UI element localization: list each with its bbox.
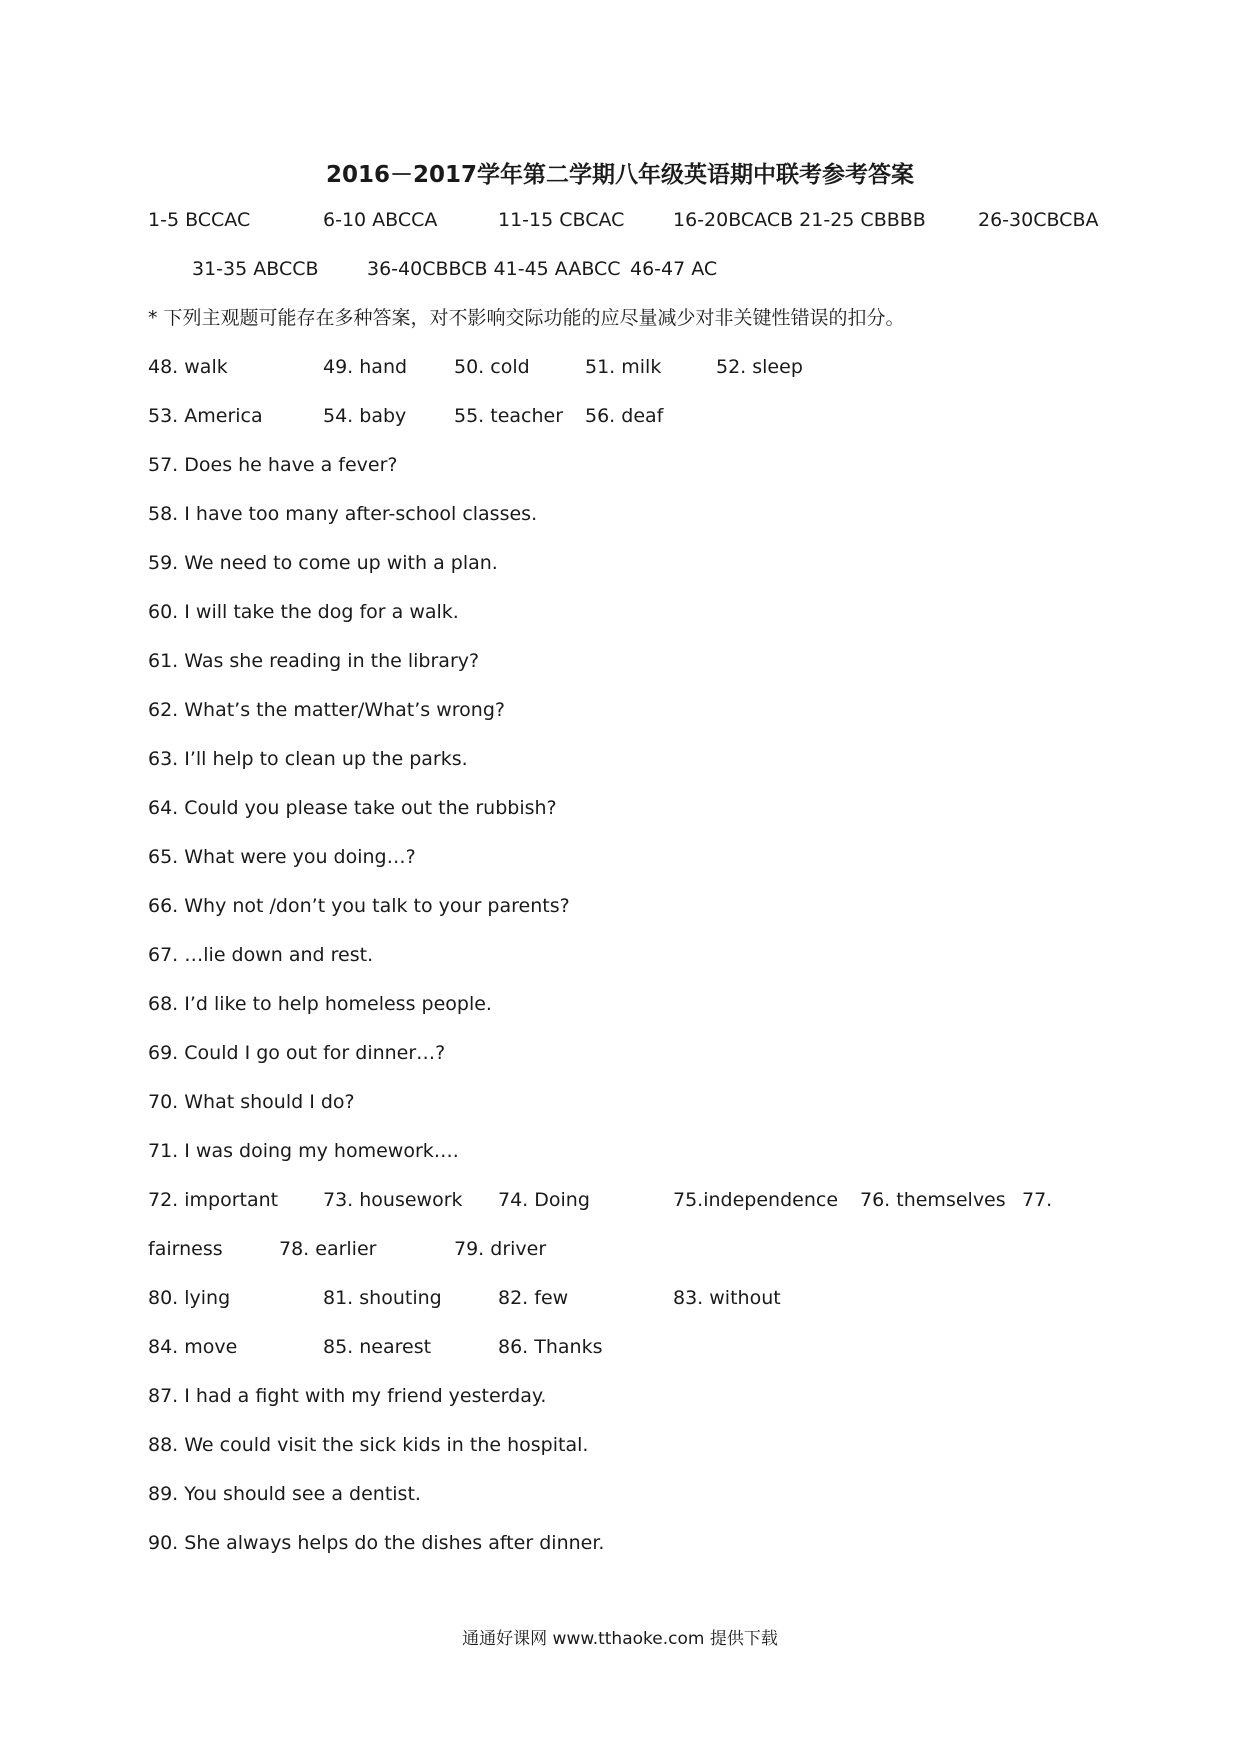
answer-sentence: 69. Could I go out for dinner…? xyxy=(148,1042,446,1064)
answer-sentence: 61. Was she reading in the library? xyxy=(148,650,480,672)
page-footer: 通通好课网 www.tthaoke.com 提供下载 xyxy=(462,1629,778,1649)
mc-answer: 31-35 ABCCB xyxy=(192,258,319,280)
answer-sentence: 67. …lie down and rest. xyxy=(148,944,374,966)
answer-sentence: 88. We could visit the sick kids in the hospital. xyxy=(148,1434,589,1456)
answer-item: 76. themselves xyxy=(860,1189,1006,1211)
answer-item: 80. lying xyxy=(148,1287,231,1309)
answer-sentence: 87. I had a fight with my friend yesterday. xyxy=(148,1385,547,1407)
answer-item: 75.independence xyxy=(673,1189,839,1211)
scoring-note: * 下列主观题可能存在多种答案，对不影响交际功能的应尽量减少对非关键性错误的扣分。 xyxy=(148,307,905,329)
answer-item: 77. xyxy=(1022,1189,1053,1211)
page-title: 2016－2017学年第二学期八年级英语期中联考参考答案 xyxy=(325,162,915,188)
answer-item: 51. milk xyxy=(585,356,662,378)
mc-answer: 46-47 AC xyxy=(630,258,718,280)
answer-item: 49. hand xyxy=(323,356,408,378)
answer-sentence: 70. What should I do? xyxy=(148,1091,355,1113)
answer-item: 81. shouting xyxy=(323,1287,442,1309)
answer-item: 56. deaf xyxy=(585,405,664,427)
answer-item: 48. walk xyxy=(148,356,228,378)
answer-sentence: 64. Could you please take out the rubbish? xyxy=(148,797,557,819)
answer-sentence: 71. I was doing my homework…. xyxy=(148,1140,459,1162)
mc-answer: 6-10 ABCCA xyxy=(323,209,438,231)
answer-item: 82. few xyxy=(498,1287,569,1309)
answer-sentence: 68. I’d like to help homeless people. xyxy=(148,993,492,1015)
answer-item: 55. teacher xyxy=(454,405,564,427)
answer-item: 54. baby xyxy=(323,405,407,427)
mc-answer: 1-5 BCCAC xyxy=(148,209,251,231)
answer-sentence: 57. Does he have a fever? xyxy=(148,454,398,476)
answer-item: 79. driver xyxy=(454,1238,547,1260)
answer-sentence: 66. Why not /don’t you talk to your parents? xyxy=(148,895,570,917)
answer-sentence: 60. I will take the dog for a walk. xyxy=(148,601,459,623)
answer-item: 83. without xyxy=(673,1287,781,1309)
answer-item: 86. Thanks xyxy=(498,1336,603,1358)
answer-sentence: 65. What were you doing…? xyxy=(148,846,416,868)
answer-item: 73. housework xyxy=(323,1189,463,1211)
answer-item: 84. move xyxy=(148,1336,238,1358)
answer-item: 52. sleep xyxy=(716,356,803,378)
answer-item: 74. Doing xyxy=(498,1189,590,1211)
answer-sentence: 59. We need to come up with a plan. xyxy=(148,552,498,574)
mc-answer: 16-20BCACB 21-25 CBBBB xyxy=(673,209,926,231)
answer-sentence: 58. I have too many after-school classes. xyxy=(148,503,538,525)
answer-item: 85. nearest xyxy=(323,1336,432,1358)
mc-answer: 36-40CBBCB 41-45 AABCC xyxy=(367,258,621,280)
answer-sentence: 63. I’ll help to clean up the parks. xyxy=(148,748,468,770)
answer-item: 53. America xyxy=(148,405,263,427)
mc-answer: 11-15 CBCAC xyxy=(498,209,625,231)
answer-sentence: 62. What’s the matter/What’s wrong? xyxy=(148,699,505,721)
answer-item: 50. cold xyxy=(454,356,530,378)
mc-answer: 26-30CBCBA xyxy=(978,209,1099,231)
answer-sentence: 90. She always helps do the dishes after dinner. xyxy=(148,1532,605,1554)
answer-sentence: 89. You should see a dentist. xyxy=(148,1483,421,1505)
answer-item: 78. earlier xyxy=(279,1238,377,1260)
answer-item: fairness xyxy=(148,1238,223,1260)
answer-item: 72. important xyxy=(148,1189,279,1211)
